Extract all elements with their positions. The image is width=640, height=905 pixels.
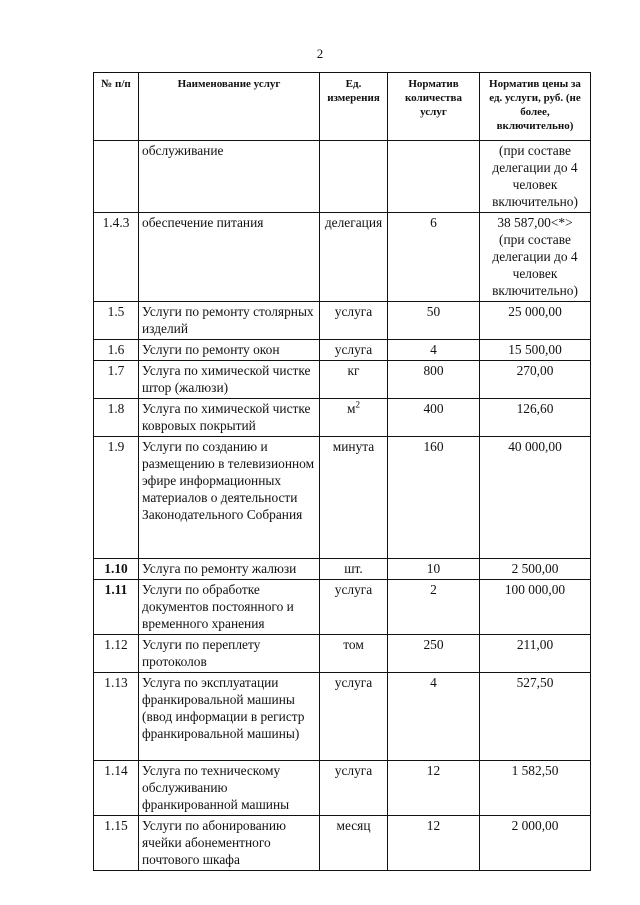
table-row [94, 302, 591, 340]
table-row [94, 673, 591, 761]
cell-num [94, 141, 139, 213]
cell-num: 1.7 [94, 361, 139, 399]
cell-num: 1.10 [94, 559, 139, 580]
cell-qty: 160 [388, 437, 480, 559]
cell-qty: 400 [388, 399, 480, 437]
table-row [94, 213, 591, 302]
cell-unit: минута [320, 437, 388, 559]
table-row [94, 141, 591, 213]
cell-qty: 12 [388, 816, 480, 871]
cell-price: 40 000,00 [480, 437, 591, 559]
table-row [94, 437, 591, 559]
cell-qty: 10 [388, 559, 480, 580]
cell-num: 1.6 [94, 340, 139, 361]
table-row [94, 340, 591, 361]
cell-unit: услуга [320, 673, 388, 761]
cell-price: 25 000,00 [480, 302, 591, 340]
cell-name: обеспечение питания [139, 213, 320, 302]
cell-num: 1.9 [94, 437, 139, 559]
cell-num: 1.12 [94, 635, 139, 673]
unit-superscript: 2 [355, 399, 360, 410]
cell-unit: услуга [320, 340, 388, 361]
cell-qty: 800 [388, 361, 480, 399]
norms-table [93, 72, 591, 871]
cell-name: Услуги по переплету протоколов [139, 635, 320, 673]
cell-unit: делегация [320, 213, 388, 302]
cell-qty: 250 [388, 635, 480, 673]
table-row [94, 580, 591, 635]
cell-name: Услуги по обработке документов постоянного и временного хранения [139, 580, 320, 635]
cell-price: 15 500,00 [480, 340, 591, 361]
cell-num: 1.11 [94, 580, 139, 635]
header-qty: Норматив количества услуг [388, 73, 480, 141]
page-number: 2 [316, 46, 324, 61]
cell-unit: услуга [320, 302, 388, 340]
cell-qty: 6 [388, 213, 480, 302]
cell-num: 1.14 [94, 761, 139, 816]
cell-unit: услуга [320, 580, 388, 635]
cell-unit [320, 141, 388, 213]
cell-num: 1.4.3 [94, 213, 139, 302]
table-row [94, 399, 591, 437]
cell-price: 270,00 [480, 361, 591, 399]
header-price: Норматив цены за ед. услуги, руб. (не более, включительно) [480, 73, 591, 141]
cell-num: 1.13 [94, 673, 139, 761]
cell-unit: услуга [320, 761, 388, 816]
table-row [94, 761, 591, 816]
cell-qty: 12 [388, 761, 480, 816]
cell-name: Услуги по созданию и размещению в телевизионном эфире информационных материалов о деятельности Законодательного Собрания [139, 437, 320, 559]
table-row [94, 361, 591, 399]
cell-unit: кг [320, 361, 388, 399]
cell-name: обслуживание [139, 141, 320, 213]
cell-unit: шт. [320, 559, 388, 580]
cell-price: 527,50 [480, 673, 591, 761]
cell-name: Услуги по ремонту столярных изделий [139, 302, 320, 340]
cell-qty: 4 [388, 673, 480, 761]
cell-name: Услуга по эксплуатации франкировальной машины (ввод информации в регистр франкировальной машины) [139, 673, 320, 761]
header-num: № п/п [94, 73, 139, 141]
cell-price: 126,60 [480, 399, 591, 437]
table-row [94, 635, 591, 673]
cell-unit: месяц [320, 816, 388, 871]
cell-name: Услуга по ремонту жалюзи [139, 559, 320, 580]
header-unit: Ед. измерения [320, 73, 388, 141]
cell-price: 211,00 [480, 635, 591, 673]
cell-qty [388, 141, 480, 213]
cell-price: 2 000,00 [480, 816, 591, 871]
cell-name: Услуга по химической чистке штор (жалюзи) [139, 361, 320, 399]
cell-price: 2 500,00 [480, 559, 591, 580]
cell-qty: 50 [388, 302, 480, 340]
cell-price: 100 000,00 [480, 580, 591, 635]
table-row [94, 559, 591, 580]
cell-num: 1.5 [94, 302, 139, 340]
header-name: Наименование услуг [139, 73, 320, 141]
cell-name: Услуги по абонированию ячейки абонементного почтового шкафа [139, 816, 320, 871]
cell-unit [320, 399, 388, 437]
unit-text: м [347, 401, 356, 416]
cell-num: 1.8 [94, 399, 139, 437]
cell-name: Услуга по химической чистке ковровых покрытий [139, 399, 320, 437]
cell-unit: том [320, 635, 388, 673]
cell-price: 38 587,00<*> (при составе делегации до 4 человек включительно) [480, 213, 591, 302]
table-header-row [94, 73, 591, 141]
cell-name: Услуга по техническому обслуживанию франкированной машины [139, 761, 320, 816]
cell-name: Услуги по ремонту окон [139, 340, 320, 361]
cell-qty: 2 [388, 580, 480, 635]
cell-price: (при составе делегации до 4 человек включительно) [480, 141, 591, 213]
table-row [94, 816, 591, 871]
cell-qty: 4 [388, 340, 480, 361]
cell-num: 1.15 [94, 816, 139, 871]
cell-price: 1 582,50 [480, 761, 591, 816]
